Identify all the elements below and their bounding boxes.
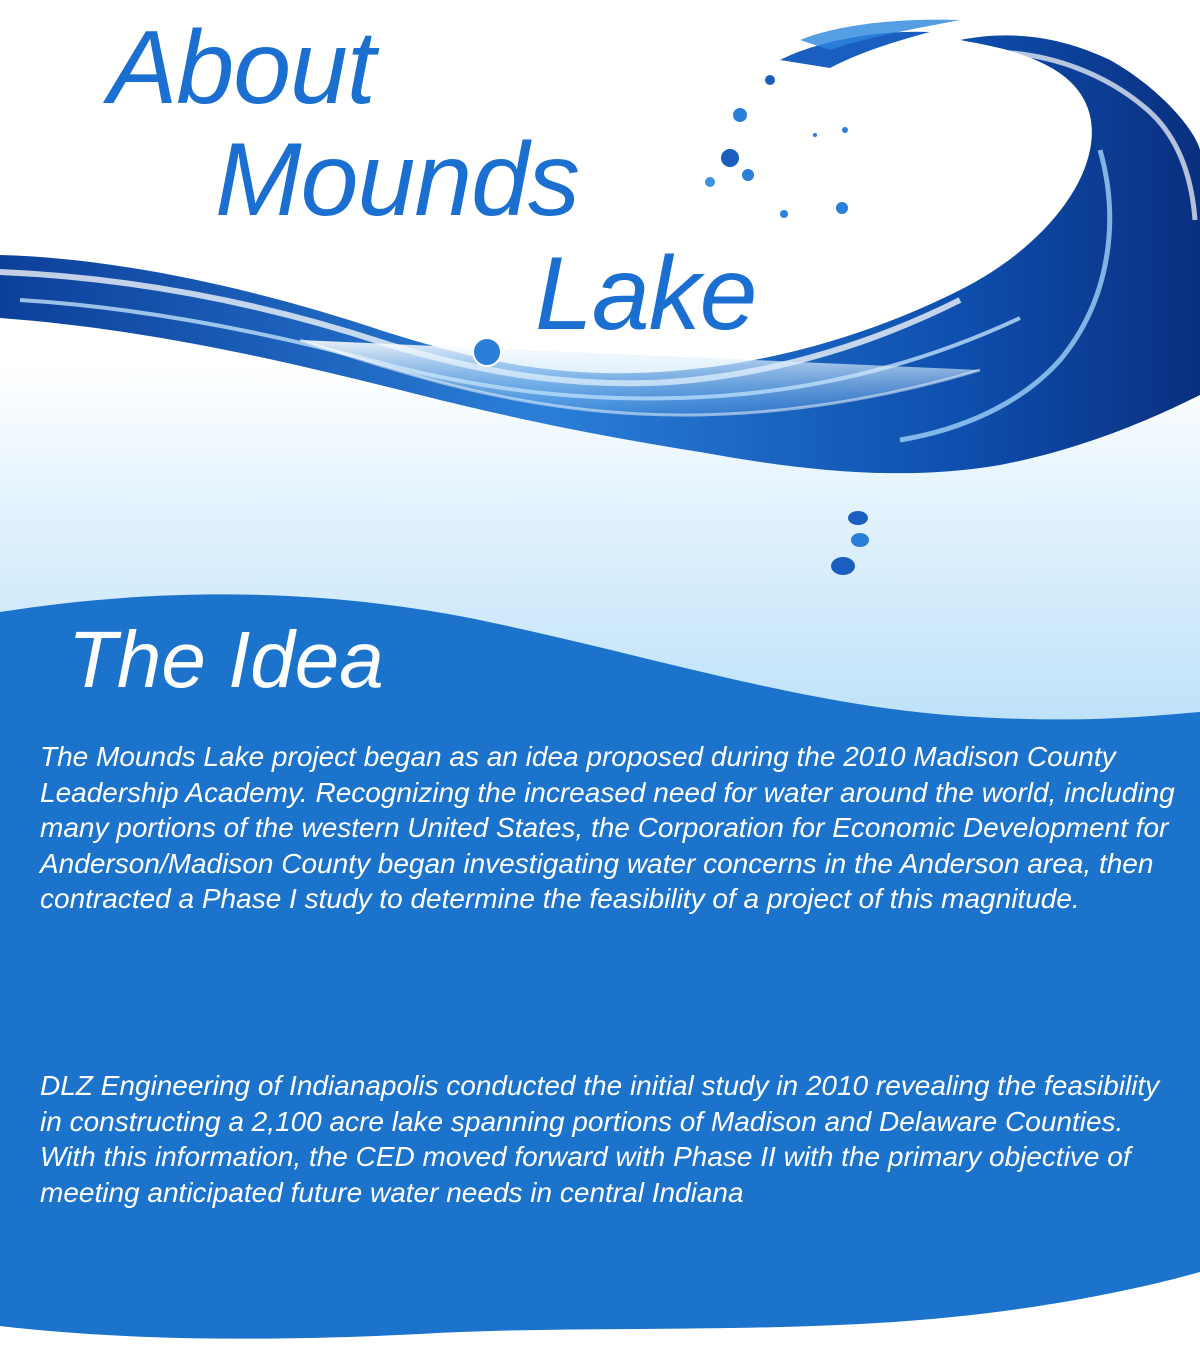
droplet [742,169,754,181]
droplet [473,338,501,366]
droplet [813,133,817,137]
droplet [733,108,747,122]
droplet [765,75,775,85]
droplet [848,511,868,525]
page-title-about: About [108,10,375,126]
droplet [780,210,788,218]
body-paragraph-2: DLZ Engineering of Indianapolis conducted the initial study in 2010 revealing the feasibility in constructing a 2,100 acre lake spanning portions of Madison and Delaware Counties. With this information, the CED moved forward with Phase II with the primary objective of meeting anticipated future water needs in central Indiana [40,1070,1160,1208]
droplet [842,127,848,133]
droplet [705,177,715,187]
page-title-lake: Lake [535,236,757,352]
droplet [836,202,848,214]
droplet [831,557,855,575]
page-title-mounds: Mounds [215,122,579,238]
droplet [851,533,869,547]
body-paragraph-1: The Mounds Lake project began as an idea proposed during the 2010 Madison County Leadership Academy. Recognizing the increased need for water around the world, including many portions of the western United States, the Corporation for Economic Development for Anderson/Madison County began investigating water concerns in the Anderson area, then contracted a Phase I study to determine the feasibility of a project of this magnitude. [40,741,1175,914]
section-heading: The Idea [68,615,384,704]
droplet [721,149,739,167]
